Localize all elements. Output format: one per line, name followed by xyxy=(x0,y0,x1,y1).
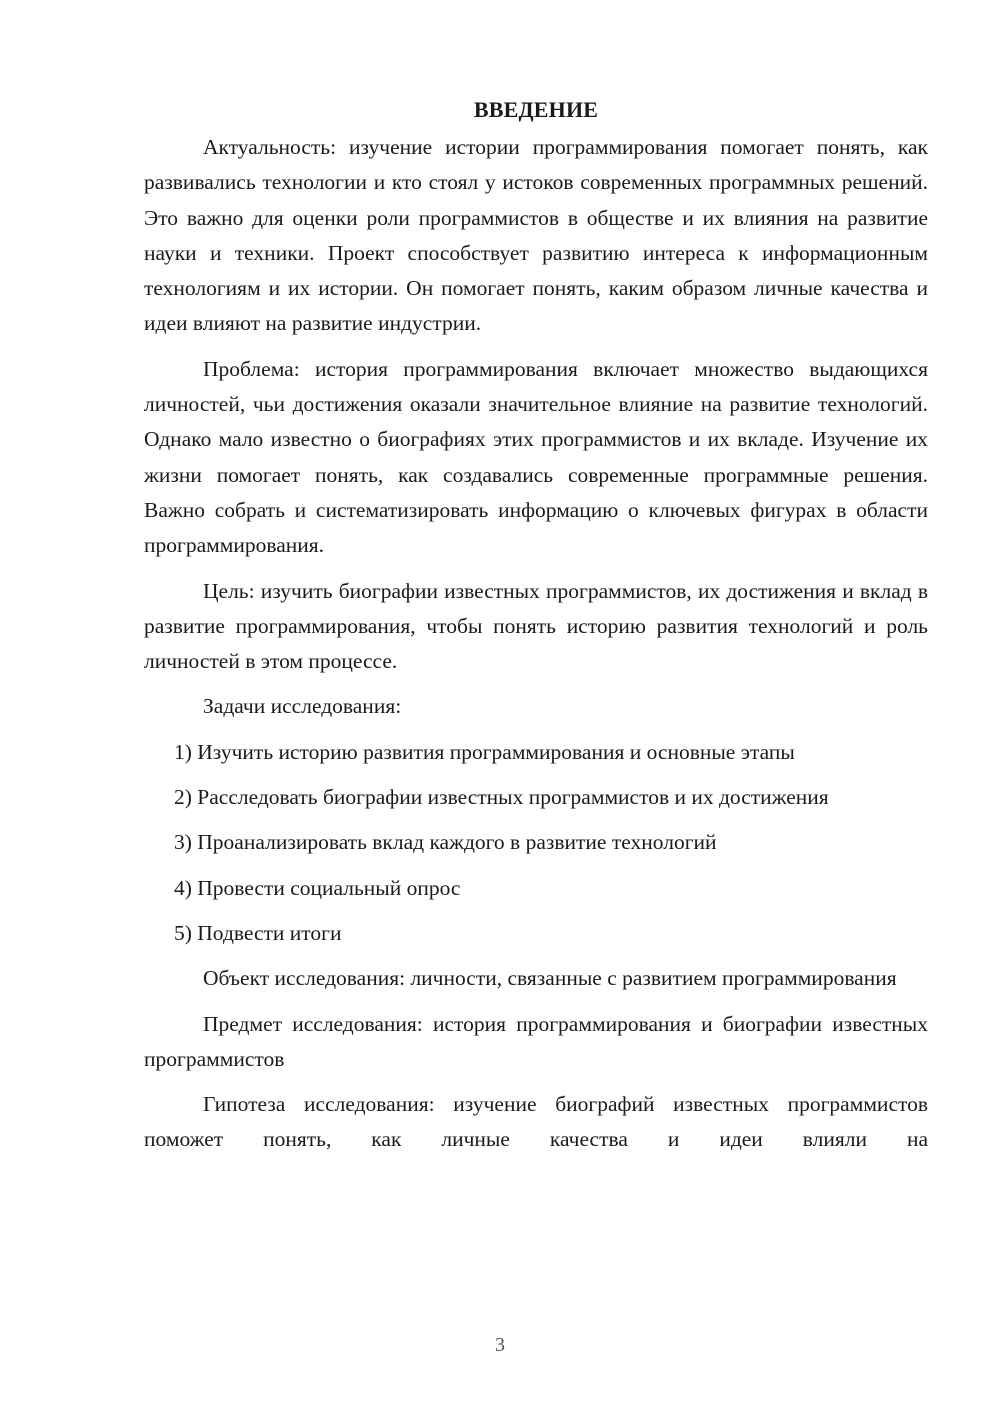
task-item-5: 5) Подвести итоги xyxy=(174,920,342,945)
page-number: 3 xyxy=(495,1334,505,1356)
task-item-3: 3) Проанализировать вклад каждого в развитие технологий xyxy=(174,830,717,855)
document-page xyxy=(144,90,928,1168)
problem-paragraph: Проблема: история программирования включает множество выдающихся личностей, чьи достижения оказали значительное влияние на развитие технологий. Однако мало известно о биографиях этих программистов и их вкладе. Изучение их жизни помогает понять, как создавались современные программные решения. Важно собрать и систематизировать информацию о ключевых фигурах в области программирования. xyxy=(144,356,928,558)
hypothesis-paragraph: Гипотеза исследования: изучение биографий известных программистов поможет понять, как личные качества и идеи влияли на xyxy=(144,1092,928,1152)
task-item-4: 4) Провести социальный опрос xyxy=(174,875,461,900)
tasks-title: Задачи исследования: xyxy=(203,694,402,719)
relevance-paragraph: Актуальность: изучение истории программирования помогает понять, как развивались технологии и кто стоял у истоков современных программных решений. Это важно для оценки роли программистов в обществе и их влияния на развитие науки и техники. Проект способствует развитию интереса к информационным технологиям и их истории. Он помогает понять, каким образом личные качества и идеи влияют на развитие индустрии. xyxy=(144,135,928,336)
task-item-1: 1) Изучить историю развития программирования и основные этапы xyxy=(174,739,795,764)
page-title: ВВЕДЕНИЕ xyxy=(473,97,599,122)
subject-paragraph: Предмет исследования: история программирования и биографии известных программистов xyxy=(144,1011,928,1071)
task-item-2: 2) Расследовать биографии известных программистов и их достижения xyxy=(174,785,829,810)
object-paragraph: Объект исследования: личности, связанные с развитием программирования xyxy=(203,966,897,991)
goal-paragraph: Цель: изучить биографии известных программистов, их достижения и вклад в развитие программирования, чтобы понять историю развития технологий и роль личностей в этом процессе. xyxy=(144,578,928,674)
